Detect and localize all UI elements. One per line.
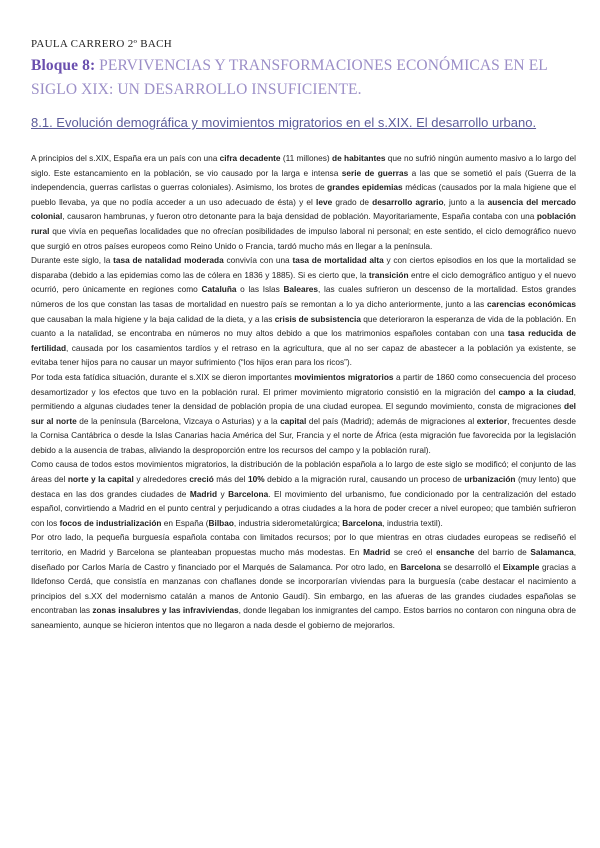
bold-phrase: serie de guerras bbox=[341, 167, 409, 178]
bold-phrase: creció bbox=[189, 474, 214, 485]
text-run: , donde llegaban los inmigrantes del campo. Estos barrios no contaron con ninguna obra de saneamiento, aunque se hicieron intentos que no llegaron a nada desde el gobierno de mejorarlos. bbox=[31, 605, 576, 630]
bold-phrase: tasa de mortalidad alta bbox=[292, 255, 384, 266]
text-run: que causaban la mala higiene y la baja calidad de la dieta, y a las bbox=[31, 313, 275, 324]
text-run: en España ( bbox=[161, 517, 209, 528]
bold-phrase: ensanche bbox=[436, 547, 475, 558]
text-run: entre el ciclo demográfico antiguo y el nuevo ocurrió, pero únicamente en regiones como bbox=[31, 269, 577, 295]
text-run: que deterioraron la esperanza de vida de la población. En cuanto a la natalidad, se encontraba en números no muy altos debido a que los matrimonios españoles contaban con una bbox=[31, 313, 576, 339]
text-run: gracias a Ildefonso Cerdá, que consistía en manzanas con chaflanes donde se incorporarían viviendas para la burguesía (cabe destacar el nacimiento a principios del s.XX del modernismo catalán a manos de Antonio Gaudí). Sin embargo, en las afueras de las grandes ciudades españolas se encontraban las bbox=[31, 561, 576, 616]
bold-phrase: ausencia del mercado colonial bbox=[31, 196, 576, 222]
text-run: y bbox=[217, 488, 229, 499]
text-run: a partir de 1860 como consecuencia del proceso desamortizador y los efectos que tuvo en la población rural. El primer movimiento migratorio consistió en la migración del bbox=[31, 371, 577, 397]
text-run: a las que se sometió el país (Guerra de la independencia, guerras carlistas o guerras coloniales). Asimismo, los brotes de bbox=[31, 167, 576, 193]
text-run: y alrededores bbox=[133, 474, 190, 485]
text-run: convivía con una bbox=[223, 255, 293, 266]
text-run: más del bbox=[213, 474, 248, 485]
text-run: que vivía en pequeñas localidades que no ofrecían posibilidades de impulso laboral ni personal; en este sentido, el ciclo demográfico nuevo que surgió en otros países europeos como Reino Unido o Francia, tardó mucho más en llegar a la península. bbox=[31, 225, 576, 251]
text-run: , industria textil). bbox=[382, 517, 443, 528]
bold-phrase: Barcelona bbox=[342, 517, 383, 528]
bold-phrase: cifra decadente bbox=[219, 153, 281, 163]
bold-phrase: del sur al norte bbox=[31, 401, 576, 426]
paragraph bbox=[31, 457, 576, 530]
text-run: se desarrolló el bbox=[440, 561, 503, 572]
text-run: , diseñado por Carlos María de Castro y financiado por el Marqués de Salamanca. Por otro lado, en bbox=[31, 547, 576, 572]
text-run: Por otro lado, la pequeña burguesía española contaba con limitados recursos; por lo que mientras en otras ciudades europeas se rediseñó el territorio, en Madrid y Barcelona se planteaban propuestas mucho más modestas. En bbox=[31, 532, 576, 558]
bold-phrase: Madrid bbox=[189, 488, 218, 499]
text-run: Por toda esta fatídica situación, durante el s.XIX se dieron importantes bbox=[31, 371, 295, 382]
bold-phrase: exterior bbox=[476, 415, 508, 426]
text-run: que no sufrió ningún aumento masivo a lo largo del siglo. Este estancamiento en la población, se vio causado por la larga e intensa bbox=[31, 153, 576, 178]
bold-phrase: campo a la ciudad bbox=[498, 386, 574, 397]
text-run: se creó el bbox=[390, 547, 437, 558]
paragraph bbox=[31, 370, 576, 458]
text-run: médicas (causados por la mala higiene que el pueblo llevaba, ya que no podía acceder a un uso adecuado de ésta) y el bbox=[31, 182, 576, 207]
text-run: del país (Madrid); además de migraciones al bbox=[306, 415, 477, 426]
body-text bbox=[31, 151, 576, 633]
paragraph bbox=[31, 151, 576, 253]
text-run: , causada por los casamientos tardíos y el retraso en la agricultura, que al no ser capaz de abastecer a la población ya existente, se evitaba tener hijos para no causar un mayor sufrimiento (“los hijos eran para los ricos”). bbox=[31, 342, 576, 368]
text-run: y con ciertos episodios en los que la mortalidad se disparaba (debido a las epidemias como las de cólera en 1836 y 1885). Si es cierto que, la bbox=[31, 255, 576, 280]
bold-phrase: Bilbao bbox=[208, 517, 234, 528]
block-heading bbox=[31, 54, 576, 102]
bold-phrase: Cataluña bbox=[201, 284, 237, 295]
bold-phrase: Eixample bbox=[502, 561, 540, 572]
bold-phrase: crisis de subsistencia bbox=[274, 313, 361, 324]
bold-phrase: transición bbox=[368, 269, 409, 280]
text-run: o las Islas bbox=[236, 284, 284, 295]
paragraph bbox=[31, 253, 576, 370]
text-run: , industria siderometalúrgica; bbox=[233, 517, 343, 528]
block-label: Bloque 8: bbox=[31, 57, 96, 74]
bold-phrase: grandes epidemias bbox=[327, 182, 403, 193]
bold-phrase: 10% bbox=[247, 474, 265, 485]
paragraph bbox=[31, 530, 576, 632]
bold-phrase: tasa reducida de fertilidad bbox=[31, 328, 576, 353]
section-title: 8.1. Evolución demográfica y movimientos migratorios en el s.XIX. El desarrollo urbano. bbox=[31, 115, 537, 130]
text-run: del barrio de bbox=[474, 547, 531, 558]
text-run: , frecuentes desde la Cornisa Cantábrica o desde la Islas Canarias hacia América del Sur, Francia y el norte de África (esta migración fue favorecida por la legislación debido a la ausencia de trabas, aliviando la desproporción entre los recursos del campo y la población rural). bbox=[31, 415, 577, 455]
bold-phrase: Barcelona bbox=[228, 488, 269, 499]
bold-phrase: población rural bbox=[31, 211, 576, 236]
text-run: de la península (Barcelona, Vizcaya o Asturias) y a la bbox=[76, 415, 281, 426]
bold-phrase: de habitantes bbox=[332, 153, 386, 163]
bold-phrase: tasa de natalidad moderada bbox=[113, 255, 224, 266]
text-run: , junto a la bbox=[443, 196, 488, 207]
text-run: debido a la migración rural, causando un proceso de bbox=[264, 474, 465, 485]
bold-phrase: leve bbox=[316, 196, 333, 207]
bold-phrase: urbanización bbox=[464, 474, 516, 485]
bold-phrase: desarrollo agrario bbox=[372, 196, 444, 207]
text-run: A principios del s.XIX, España era un país con una bbox=[31, 153, 220, 163]
text-run: Como causa de todos estos movimientos migratorios, la distribución de la población española a lo largo de este siglo se modificó; el conjunto de las áreas del bbox=[31, 459, 576, 485]
bold-phrase: movimientos migratorios bbox=[294, 371, 394, 382]
bold-phrase: Barcelona bbox=[400, 561, 441, 572]
text-run: (muy lento) que destaca en las dos grandes ciudades de bbox=[31, 474, 577, 499]
block-title: PERVIVENCIAS Y TRANSFORMACIONES ECONÓMICAS EN EL SIGLO XIX: UN DESARROLLO INSUFICIENTE. bbox=[31, 57, 548, 98]
bold-phrase: zonas insalubres y las infraviviendas bbox=[92, 605, 239, 616]
author-line: PAULA CARRERO 2º BACH bbox=[31, 38, 173, 50]
text-run: grado de bbox=[332, 196, 373, 207]
bold-phrase: Salamanca bbox=[530, 547, 574, 558]
bold-phrase: focos de industrialización bbox=[59, 517, 162, 528]
text-run: , permitiendo a algunas ciudades tener la densidad de población propia de una ciudad europea. El segundo movimiento, consta de migraciones bbox=[31, 386, 576, 412]
text-run: , las cuales sufrieron un descenso de la mortalidad. Estos grandes números de los que constan las tasas de mortalidad en nuestro país se remontan a lo ya dicho anteriormente, junto a las bbox=[31, 284, 577, 309]
bold-phrase: norte y la capital bbox=[67, 474, 134, 485]
text-run: Durante este siglo, la bbox=[31, 255, 114, 266]
bold-phrase: carencias económicas bbox=[487, 298, 576, 309]
text-run: . El movimiento del urbanismo, fue condicionado por la centralización del estado español, convirtiendo a Madrid en el punto central y perjudicando a otras ciudades a la hora de poder crecer a nivel europeo; que también sufrieron con los bbox=[31, 488, 576, 528]
bold-phrase: Madrid bbox=[363, 547, 391, 558]
text-run: , causaron hambrunas, y fueron otro detonante para la baja densidad de población. Mayoritariamente, España contaba con una bbox=[62, 211, 537, 222]
text-run: (11 millones) bbox=[280, 153, 333, 163]
bold-phrase: Baleares bbox=[283, 284, 319, 295]
bold-phrase: capital bbox=[280, 415, 307, 426]
